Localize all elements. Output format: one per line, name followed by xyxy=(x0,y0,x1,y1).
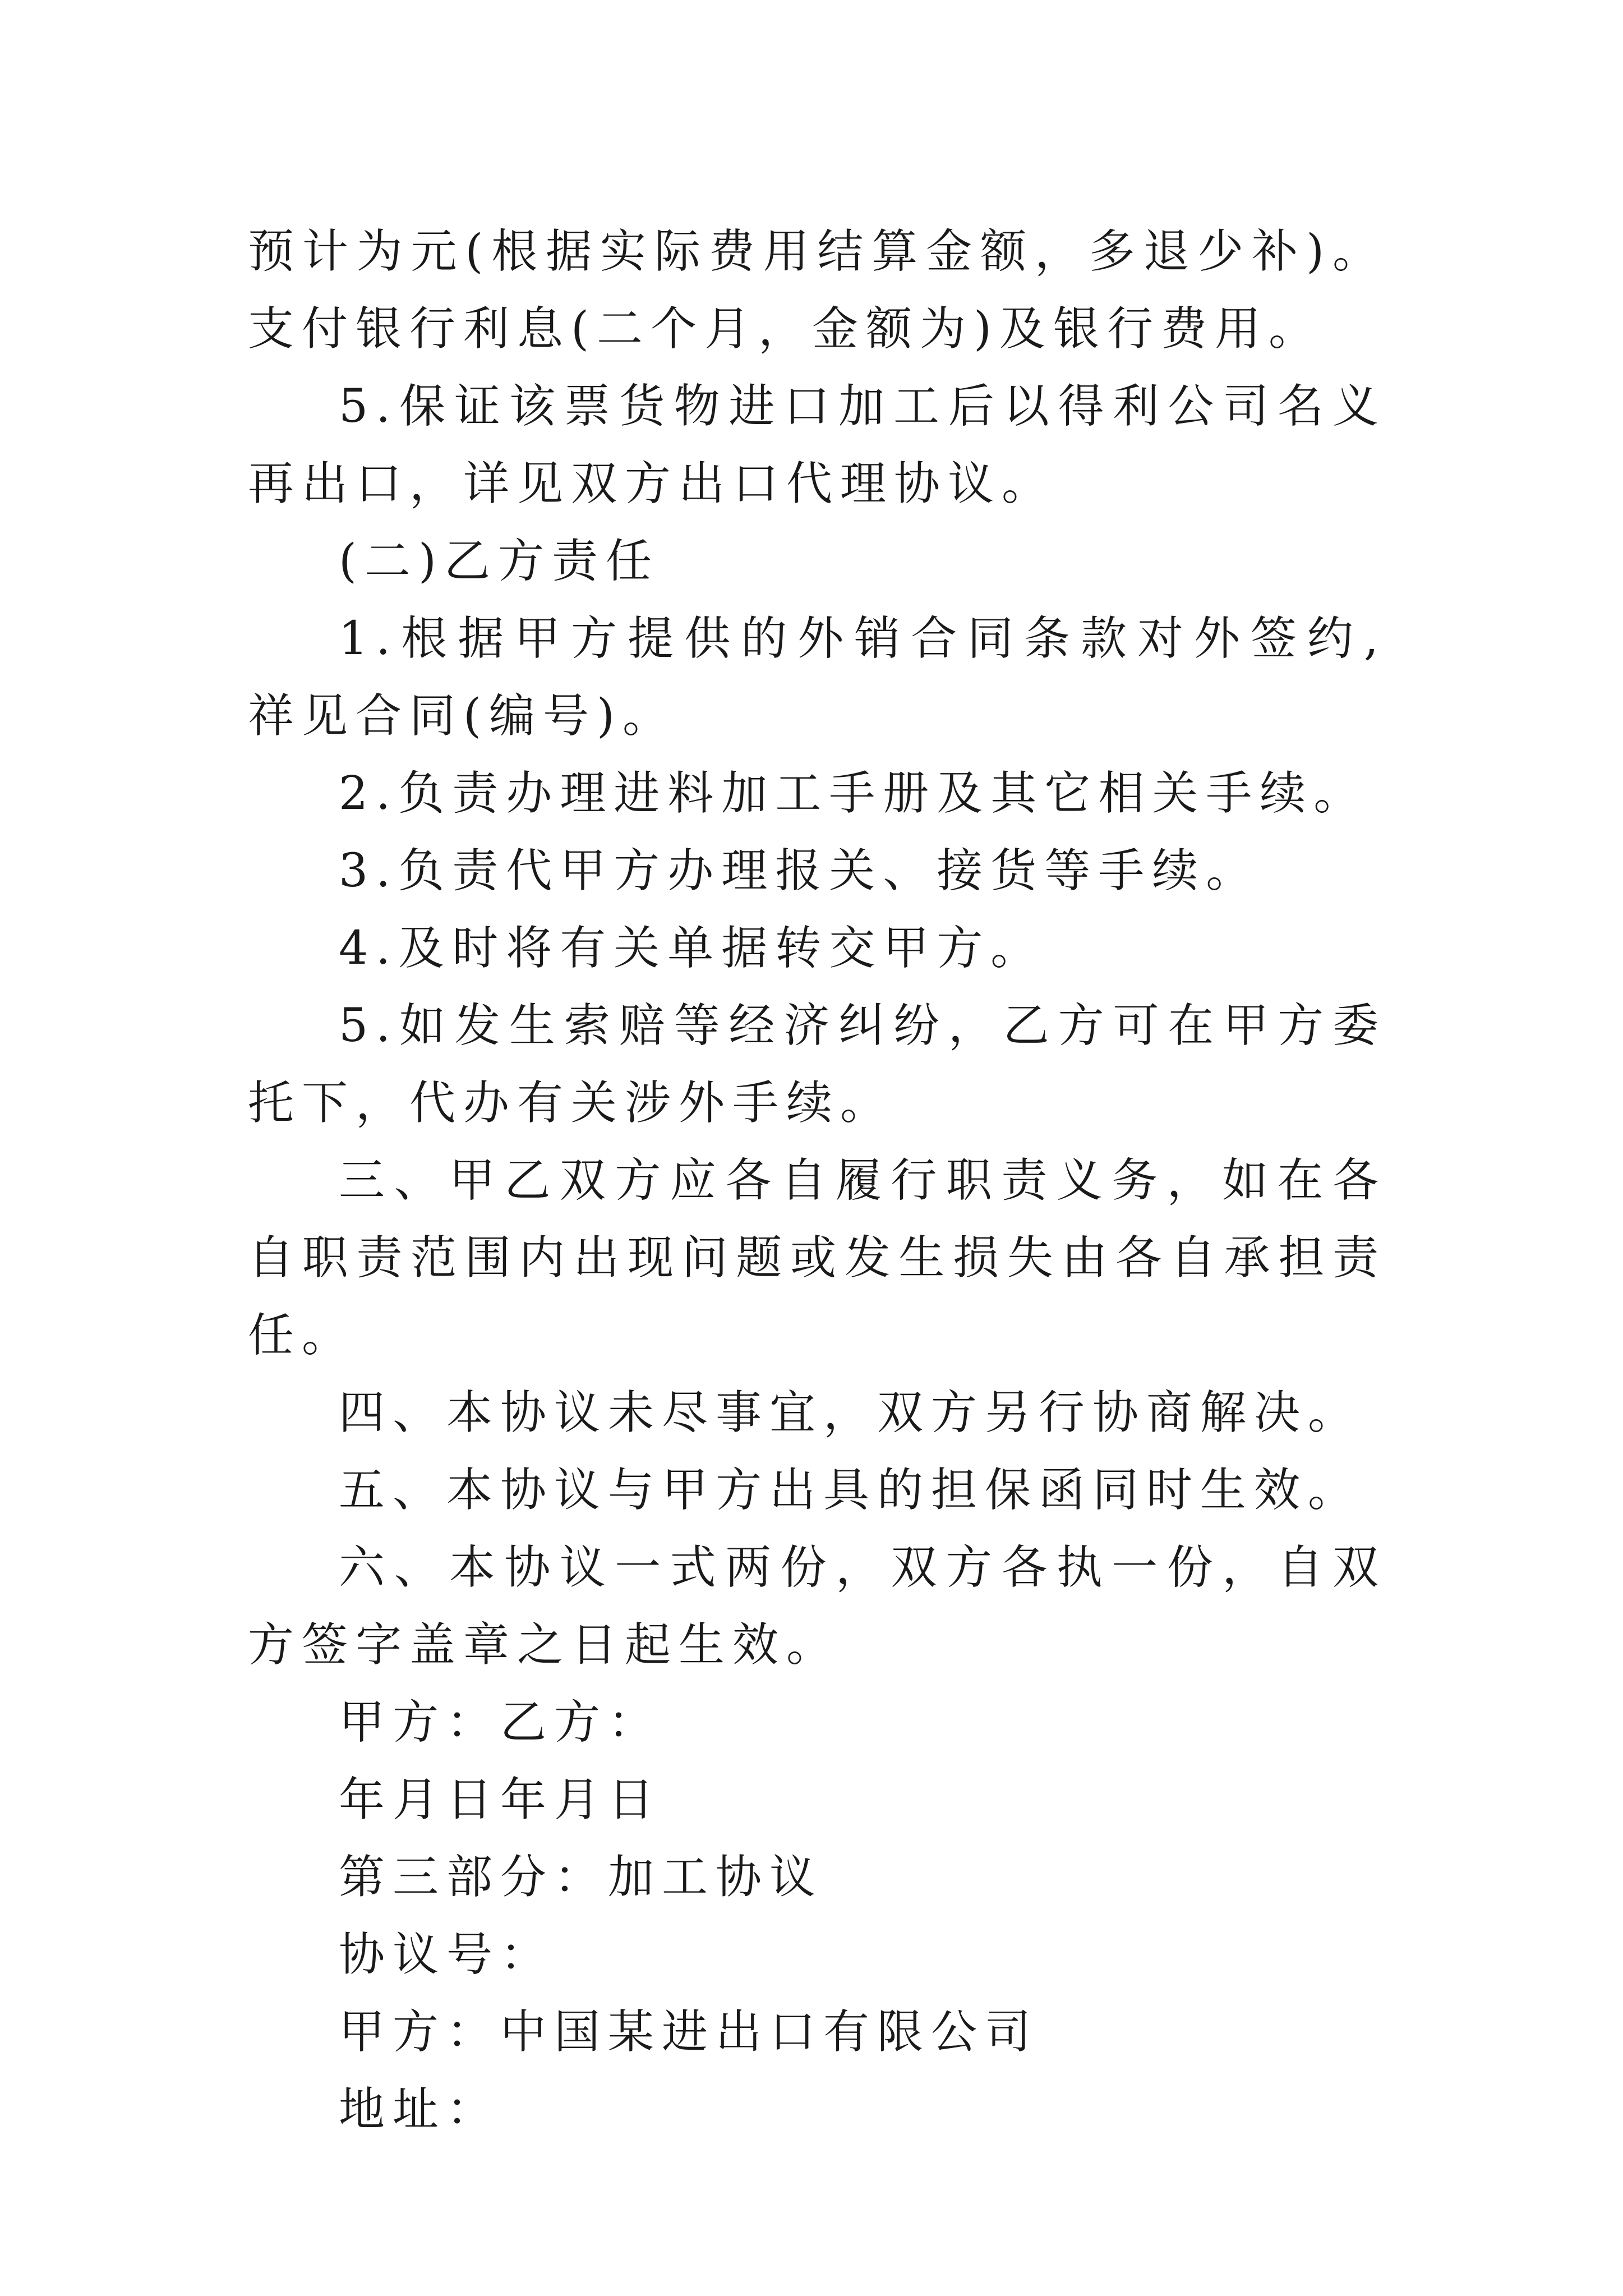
section-heading-party-b-duties: (二)乙方责任 xyxy=(339,535,660,588)
paragraph-article-5: 五、本协议与甲方出具的担保函同时生效。 xyxy=(339,1464,1362,1517)
paragraph-b-clause-4: 4.及时将有关单据转交甲方。 xyxy=(339,922,1045,975)
paragraph-article-3: 三、甲乙双方应各自履行职责义务，如在各自职责范围内出现问题或发生损失由各自承担责任。 xyxy=(248,1154,1386,1362)
paragraph-article-4: 四、本协议未尽事宜，双方另行协商解决。 xyxy=(339,1386,1362,1439)
paragraph-b-clause-2: 2.负责办理进料加工手册及其它相关手续。 xyxy=(339,767,1368,820)
section-heading-processing-agreement: 第三部分：加工协议 xyxy=(339,1851,824,1904)
signature-date-line: 年月日年月日 xyxy=(339,1773,662,1826)
paragraph-b-clause-3: 3.负责代甲方办理报关、接货等手续。 xyxy=(339,844,1260,898)
paragraph-clause-5-reexport: 5.保证该票货物进口加工后以得利公司名义再出口，详见双方出口代理协议。 xyxy=(248,380,1386,510)
address-line: 地址： xyxy=(339,2083,501,2136)
paragraph-payment-terms: 预计为元(根据实际费用结算金额，多退少补)。支付银行利息(二个月，金额为)及银行费用。 xyxy=(248,225,1386,356)
signature-parties-line: 甲方：乙方： xyxy=(339,1696,662,1749)
document-body xyxy=(248,213,1386,2148)
paragraph-article-6: 六、本协议一式两份，双方各执一份，自双方签字盖章之日起生效。 xyxy=(248,1541,1386,1672)
agreement-number-line: 协议号： xyxy=(339,1928,555,1981)
paragraph-b-clause-5: 5.如发生索赔等经济纠纷，乙方可在甲方委托下，代办有关涉外手续。 xyxy=(248,999,1386,1130)
paragraph-b-clause-1: 1.根据甲方提供的外销合同条款对外签约,祥见合同(编号)。 xyxy=(248,612,1386,743)
party-a-name-line: 甲方：中国某进出口有限公司 xyxy=(339,2005,1039,2059)
